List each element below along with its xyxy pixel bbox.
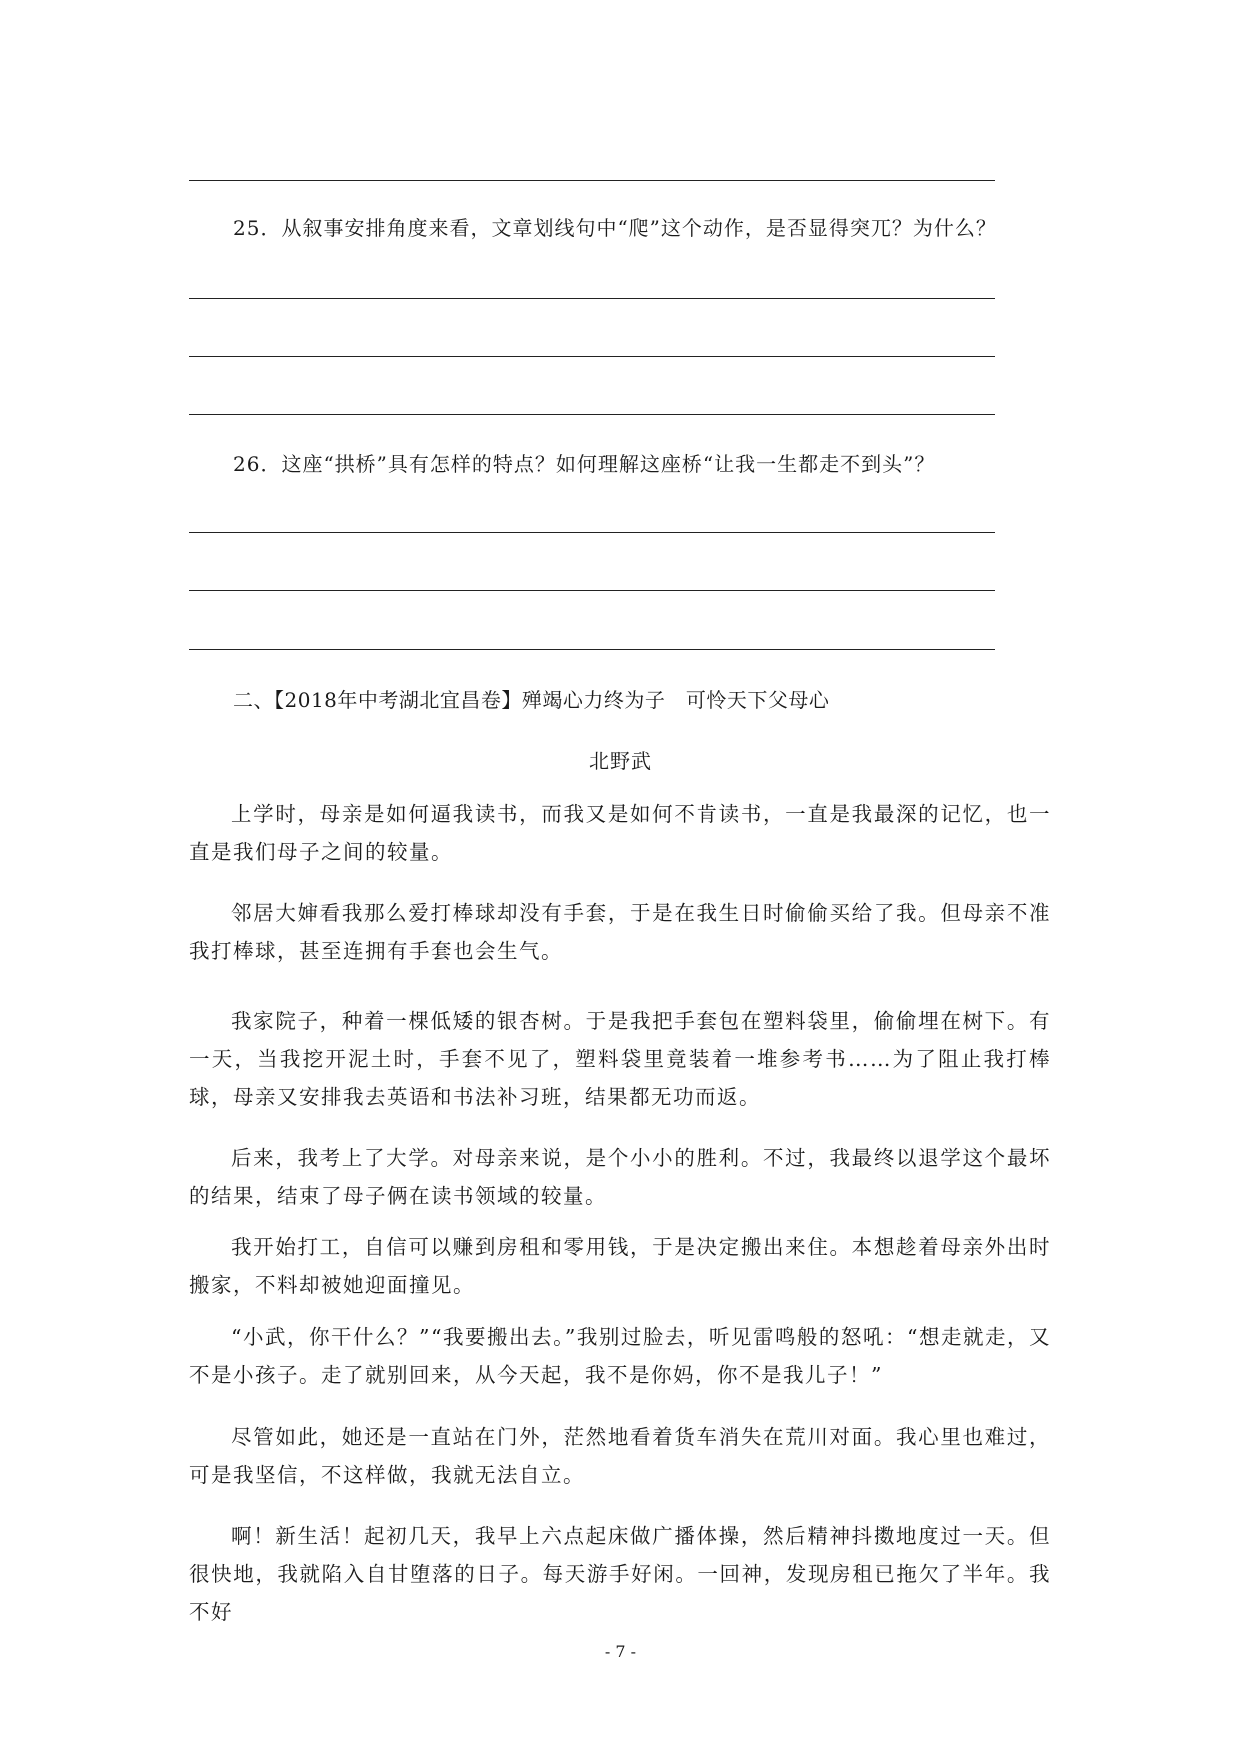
paragraph: “小武，你干什么？”“我要搬出去。”我别过脸去，听见雷鸣般的怒吼：“想走就走，又不是小孩子。走了就别回来，从今天起，我不是你妈，你不是我儿子！” <box>189 1325 1051 1387</box>
answer-line <box>189 649 995 650</box>
paragraph: 我家院子，种着一棵低矮的银杏树。于是我把手套包在塑料袋里，偷偷埋在树下。有一天，当我挖开泥土时，手套不见了，塑料袋里竟装着一堆参考书……为了阻止我打棒球，母亲又安排我去英语和书法补习班，结果都无功而返。 <box>189 1009 1051 1109</box>
answer-line <box>189 356 995 357</box>
paragraph: 邻居大婶看我那么爱打棒球却没有手套，于是在我生日时偷偷买给了我。但母亲不准我打棒球，甚至连拥有手套也会生气。 <box>189 901 1051 963</box>
answer-line <box>189 590 995 591</box>
author: 北野武 <box>589 749 652 773</box>
answer-line <box>189 298 995 299</box>
question-25: 25．从叙事安排角度来看，文章划线句中“爬”这个动作，是否显得突兀？为什么？ <box>233 216 997 240</box>
paragraph: 后来，我考上了大学。对母亲来说，是个小小的胜利。不过，我最终以退学这个最坏的结果，结束了母子俩在读书领域的较量。 <box>189 1146 1051 1208</box>
answer-line <box>189 180 995 181</box>
answer-line <box>189 414 995 415</box>
section-title: 二、【2018年中考湖北宜昌卷】殚竭心力终为子 可怜天下父母心 <box>233 688 830 712</box>
paragraph: 啊！新生活！起初几天，我早上六点起床做广播体操，然后精神抖擞地度过一天。但很快地，我就陷入自甘堕落的日子。每天游手好闲。一回神，发现房租已拖欠了半年。我不好 <box>189 1524 1051 1624</box>
paragraph: 上学时，母亲是如何逼我读书，而我又是如何不肯读书，一直是我最深的记忆，也一直是我们母子之间的较量。 <box>189 802 1051 864</box>
paragraph: 我开始打工，自信可以赚到房租和零用钱，于是决定搬出来住。本想趁着母亲外出时搬家，不料却被她迎面撞见。 <box>189 1235 1051 1297</box>
question-26: 26．这座“拱桥”具有怎样的特点？如何理解这座桥“让我一生都走不到头”？ <box>233 452 936 476</box>
page-number: - 7 - <box>604 1642 637 1661</box>
paragraph: 尽管如此，她还是一直站在门外，茫然地看着货车消失在荒川对面。我心里也难过，可是我坚信，不这样做，我就无法自立。 <box>189 1425 1051 1487</box>
answer-line <box>189 532 995 533</box>
